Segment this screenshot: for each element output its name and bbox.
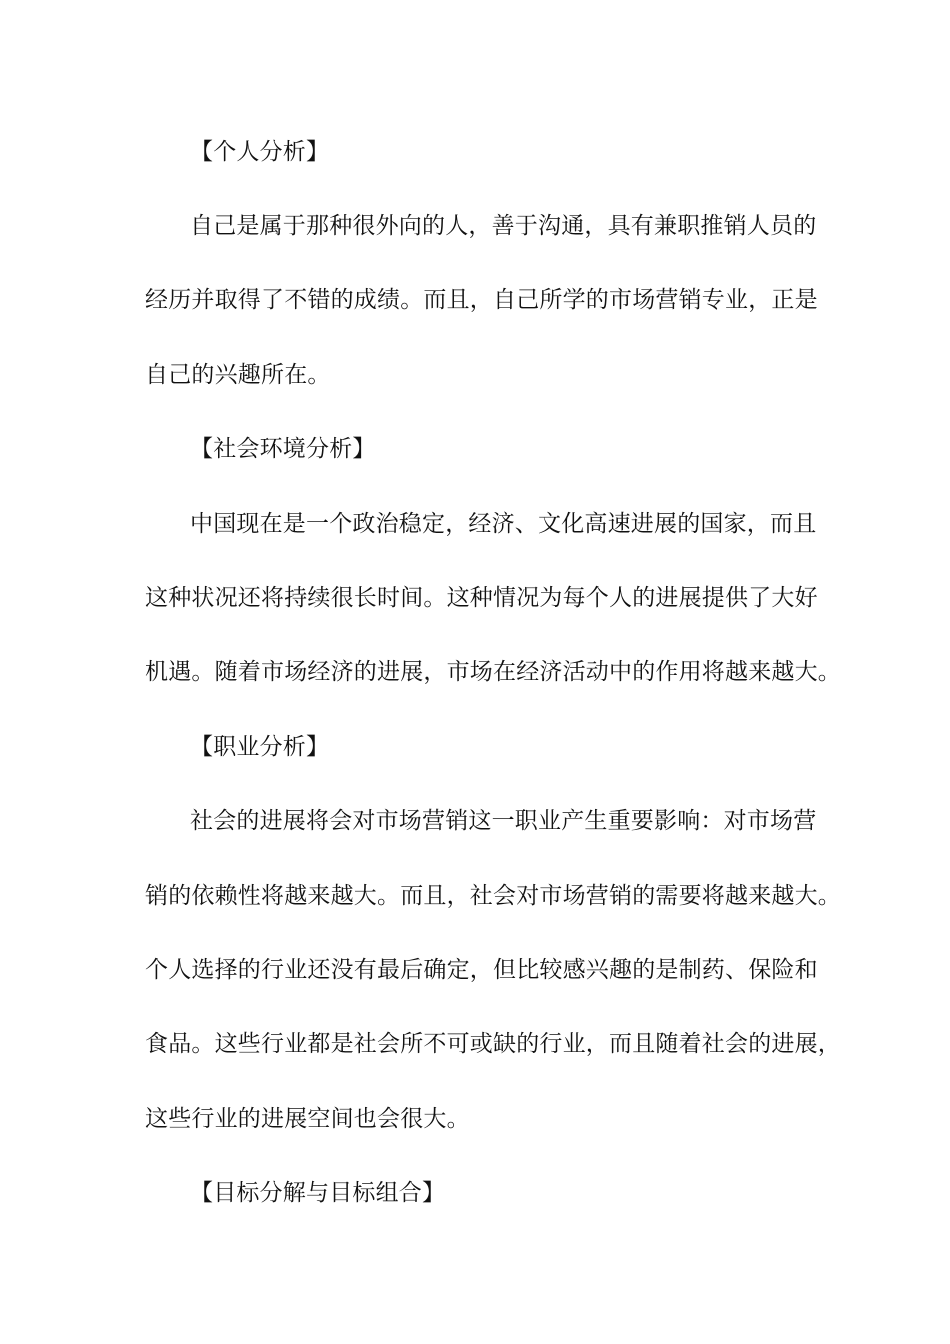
section-heading-personal-analysis: 【个人分析】 xyxy=(190,139,330,165)
paragraph-line: 自己的兴趣所在。 xyxy=(145,362,331,388)
section-heading-social-environment: 【社会环境分析】 xyxy=(190,436,376,462)
paragraph-line: 这些行业的进展空间也会很大。 xyxy=(145,1106,470,1132)
section-heading-goal-decomposition: 【目标分解与目标组合】 xyxy=(190,1180,446,1206)
paragraph-line: 社会的进展将会对市场营销这一职业产生重要影响：对市场营 xyxy=(190,808,817,834)
paragraph-line: 这种状况还将持续很长时间。这种情况为每个人的进展提供了大好 xyxy=(145,585,818,611)
section-heading-career-analysis: 【职业分析】 xyxy=(190,734,330,760)
paragraph-line: 机遇。随着市场经济的进展，市场在经济活动中的作用将越来越大。 xyxy=(145,659,841,685)
paragraph-line: 自己是属于那种很外向的人，善于沟通，具有兼职推销人员的 xyxy=(190,213,817,239)
paragraph-line: 中国现在是一个政治稳定，经济、文化高速进展的国家，而且 xyxy=(190,511,817,537)
paragraph-line: 食品。这些行业都是社会所不可或缺的行业，而且随着社会的进展， xyxy=(145,1031,841,1057)
paragraph-line: 个人选择的行业还没有最后确定，但比较感兴趣的是制药、保险和 xyxy=(145,957,818,983)
paragraph-line: 销的依赖性将越来越大。而且，社会对市场营销的需要将越来越大。 xyxy=(145,883,841,909)
paragraph-line: 经历并取得了不错的成绩。而且，自己所学的市场营销专业，正是 xyxy=(145,287,818,313)
